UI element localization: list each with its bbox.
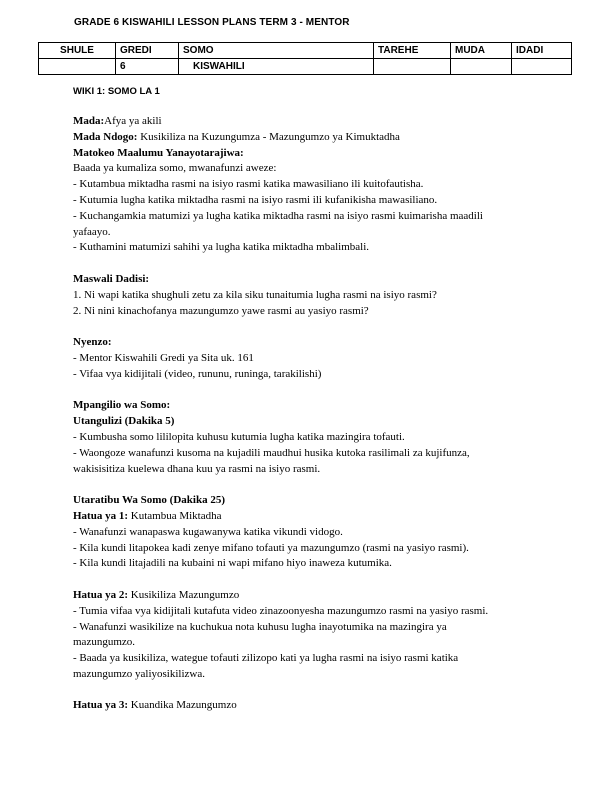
hatua-2-value: Kusikiliza Mazungumzo (128, 588, 240, 601)
lesson-info-table (38, 42, 572, 75)
table-header-shule: SHULE (39, 43, 116, 59)
list-item: - Kuthamini matumizi sahihi ya lugha katika miktadha mbalimbali. (73, 241, 370, 254)
table-row (39, 59, 572, 75)
hatua-1-line (73, 509, 543, 525)
utangulizi-heading: Utangulizi (Dakika 5) (73, 415, 175, 428)
matokeo-intro: Baada ya kumaliza somo, mwanafunzi aweze: (73, 162, 277, 175)
table-header-row (39, 43, 572, 59)
list-item: - Baada ya kusikiliza, wategue tofauti zilizopo kati ya lugha rasmi na isiyo rasmi katika (73, 652, 459, 665)
list-item: mazungumzo yaliyosikilizwa. (73, 667, 205, 680)
table-cell-gredi: 6 (116, 59, 179, 75)
table-header-muda: MUDA (451, 43, 512, 59)
list-item: - Kutambua miktadha rasmi na isiyo rasmi katika mawasiliano ili kuitofautisha. (73, 178, 424, 191)
week-heading: WIKI 1: SOMO LA 1 (73, 86, 160, 97)
lesson-body (73, 114, 543, 714)
list-item: mazungumzo. (73, 636, 136, 649)
list-item: - Tumia vifaa vya kidijitali kutafuta video zinazoonyesha mazungumzo rasmi na yasiyo rasmi. (73, 604, 489, 617)
table-header-idadi: IDADI (512, 43, 572, 59)
matokeo-heading: Matokeo Maalumu Yanayotarajiwa: (73, 146, 244, 159)
list-item: - Kila kundi litapokea kadi zenye mifano tofauti ya mazungumzo (rasmi na yasiyo rasmi). (73, 541, 469, 554)
utaratibu-heading: Utaratibu Wa Somo (Dakika 25) (73, 494, 225, 507)
hatua-1-value: Kutambua Miktadha (128, 509, 222, 522)
mada-ndogo-value: Kusikiliza na Kuzungumza - Mazungumzo ya Kimuktadha (137, 130, 400, 143)
list-item: - Wanafunzi wanapaswa kugawanywa katika vikundi vidogo. (73, 525, 343, 538)
table-cell-muda (451, 59, 512, 75)
mpangilio-heading: Mpangilio wa Somo: (73, 399, 171, 412)
list-item: yafaayo. (73, 225, 111, 238)
list-item: wakisisitiza kuelewa dhana kuu ya rasmi na isiyo rasmi. (73, 462, 321, 475)
mada-label: Mada: (73, 115, 105, 127)
table-cell-somo: KISWAHILI (179, 59, 374, 75)
mada-ndogo-label: Mada Ndogo: (73, 130, 138, 143)
hatua-3-line (73, 698, 543, 714)
list-item: - Waongoze wanafunzi kusoma na kujadili maudhui husika kutoka rasilimali za kujifunza, (73, 446, 470, 459)
mada-line (73, 114, 543, 130)
list-item: - Kuchangamkia matumizi ya lugha katika miktadha rasmi na isiyo rasmi kuimarisha maadili (73, 209, 483, 222)
list-item: - Kutumia lugha katika miktadha rasmi na isiyo rasmi ili kufanikisha mawasiliano. (73, 193, 438, 206)
table-cell-tarehe (374, 59, 451, 75)
hatua-2-label: Hatua ya 2: (73, 588, 128, 601)
table-header-gredi: GREDI (116, 43, 179, 59)
table-cell-shule (39, 59, 116, 75)
table-header-somo: SOMO (179, 43, 374, 59)
mada-value: Afya ya akili (104, 115, 162, 127)
nyenzo-heading: Nyenzo: (73, 336, 112, 349)
document-title: GRADE 6 KISWAHILI LESSON PLANS TERM 3 - MENTOR (74, 17, 350, 28)
list-item: - Kumbusha somo lililopita kuhusu kutumia lugha katika mazingira tofauti. (73, 430, 405, 443)
list-item: - Vifaa vya kidijitali (video, rununu, runinga, tarakilishi) (73, 367, 322, 380)
list-item: 2. Ni nini kinachofanya mazungumzo yawe rasmi au yasiyo rasmi? (73, 304, 369, 317)
hatua-3-label: Hatua ya 3: (73, 699, 128, 712)
list-item: - Mentor Kiswahili Gredi ya Sita uk. 161 (73, 351, 254, 364)
table-cell-idadi (512, 59, 572, 75)
hatua-2-line (73, 588, 543, 604)
list-item: - Kila kundi litajadili na kubaini ni wapi mifano hiyo inaweza kutumika. (73, 557, 392, 570)
hatua-1-label: Hatua ya 1: (73, 509, 128, 522)
table-header-tarehe: TAREHE (374, 43, 451, 59)
list-item: 1. Ni wapi katika shughuli zetu za kila siku tunaitumia lugha rasmi na isiyo rasmi? (73, 288, 437, 301)
maswali-heading: Maswali Dadisi: (73, 272, 150, 285)
mada-ndogo-line (73, 130, 543, 146)
list-item: - Wanafunzi wasikilize na kuchukua nota kuhusu lugha inayotumika na mazingira ya (73, 620, 447, 633)
hatua-3-value: Kuandika Mazungumzo (128, 699, 237, 712)
